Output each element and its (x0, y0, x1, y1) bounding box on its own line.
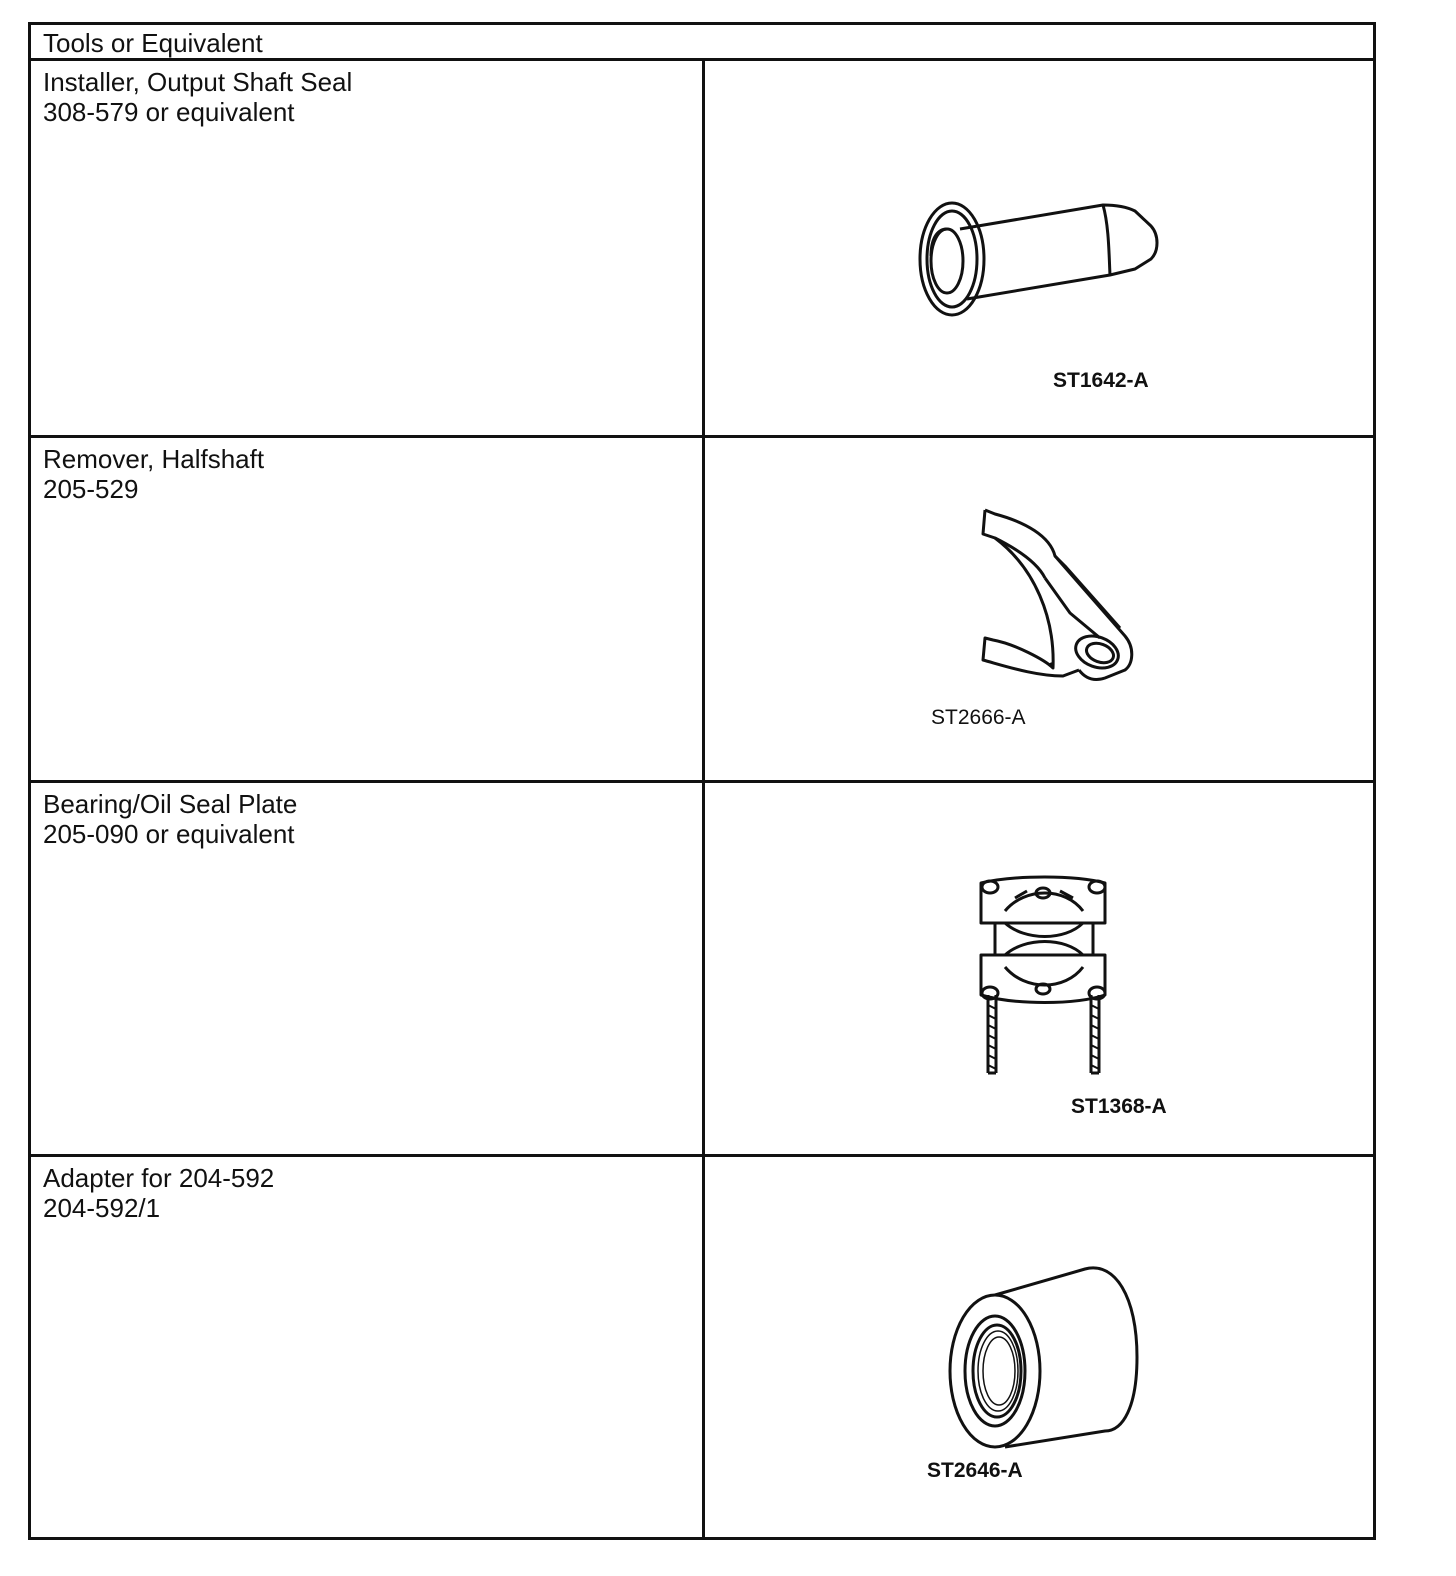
tool-illustration-cell (705, 61, 1373, 435)
tool-name: Bearing/Oil Seal Plate (43, 789, 298, 819)
tool-row (31, 1157, 1373, 1537)
tool-description (31, 783, 705, 1154)
tool-description (31, 61, 705, 435)
seal-installer-icon (705, 61, 1374, 438)
tool-description (31, 1157, 705, 1537)
tool-name: Installer, Output Shaft Seal (43, 67, 353, 97)
bearing-plate-icon (705, 783, 1374, 1157)
tool-name: Remover, Halfshaft (43, 444, 265, 474)
illustration-code: ST1642-A (1053, 369, 1149, 392)
tool-illustration-cell (705, 783, 1373, 1154)
adapter-sleeve-icon (705, 1157, 1374, 1537)
tool-illustration-cell (705, 1157, 1373, 1537)
halfshaft-remover-icon (705, 438, 1374, 783)
tool-number: 204-592/1 (43, 1193, 161, 1223)
tool-number: 308-579 or equivalent (43, 97, 295, 127)
tool-row (31, 61, 1373, 438)
table-header: Tools or Equivalent (31, 25, 1373, 61)
tool-description (31, 438, 705, 780)
tools-table (28, 22, 1376, 1540)
tool-row (31, 783, 1373, 1157)
tool-number: 205-090 or equivalent (43, 819, 295, 849)
tool-row (31, 438, 1373, 783)
illustration-code: ST1368-A (1071, 1095, 1167, 1118)
tool-name: Adapter for 204-592 (43, 1163, 275, 1193)
tool-number: 205-529 (43, 474, 139, 504)
illustration-code: ST2666-A (931, 706, 1026, 729)
illustration-code: ST2646-A (927, 1459, 1023, 1482)
tool-illustration-cell (705, 438, 1373, 780)
